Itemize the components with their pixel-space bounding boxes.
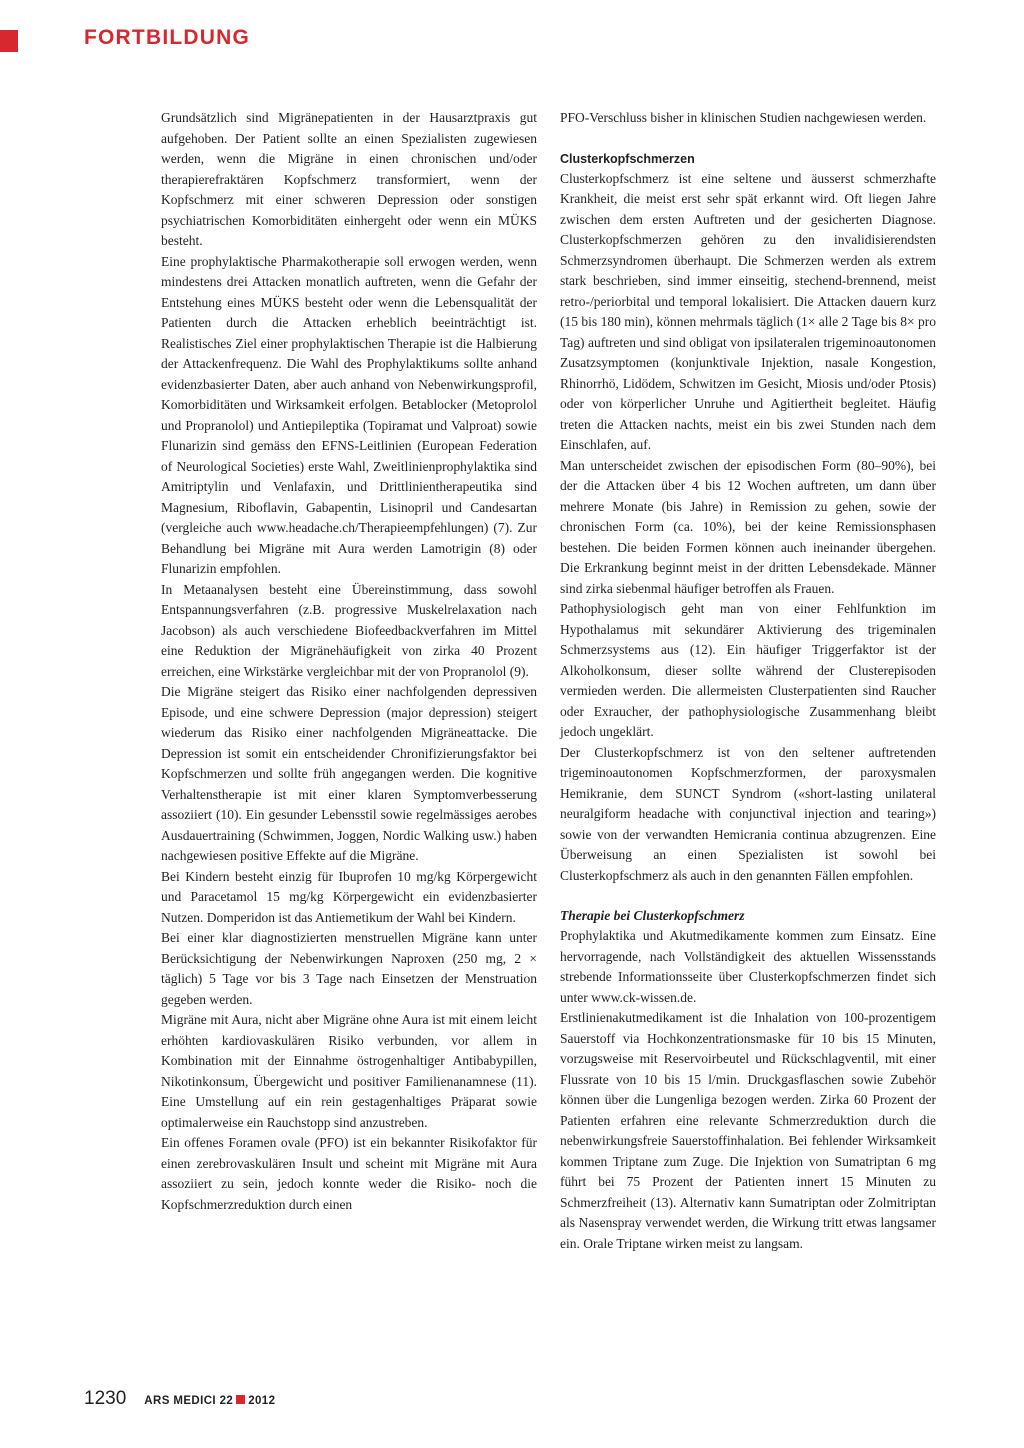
paragraph: Ein offenes Foramen ovale (PFO) ist ein bekannter Risikofaktor für einen zerebrovaskulären Insult und scheint mit Migräne mit Aura assoziiert zu sein, jedoch konnte weder die Risiko- noch die Kopfschmerzreduktion durch einen bbox=[161, 1135, 537, 1212]
spacer bbox=[560, 886, 936, 906]
journal-year: 2012 bbox=[248, 1395, 276, 1407]
square-bullet-icon bbox=[236, 1395, 245, 1404]
section-title: FORTBILDUNG bbox=[84, 26, 251, 49]
journal-info bbox=[144, 1395, 275, 1407]
paragraph: Der Clusterkopfschmerz ist von den seltener auftretenden trigeminoautonomen Kopfschmerzformen, der paroxysmalen Hemikranie, dem SUNCT Syndrom («short-lasting unilateral neuralgiform headache with conjunctival injection and tearing») sowie von der verwandten Hemicrania continua abzugrenzen. Eine Überweisung an einen Spezialisten ist sowohl bei Clusterkopfschmerz als auch in den genannten Fällen empfohlen. bbox=[560, 744, 936, 883]
paragraph: Bei einer klar diagnostizierten menstruellen Migräne kann unter Berücksichtigung der Nebenwirkungen Naproxen (250 mg, 2 × täglich) 5 Tage vor bis 3 Tage nach Einsetzen der Menstruation gegeben werden. bbox=[161, 930, 537, 1007]
paragraph: Bei Kindern besteht einzig für Ibuprofen 10 mg/kg Körpergewicht und Paracetamol 15 mg/kg Körpergewicht ein evidenzbasierter Nutzen. Domperidon ist das Antiemetikum der Wahl bei Kindern. bbox=[161, 868, 537, 925]
paragraph: Prophylaktika und Akutmedikamente kommen zum Einsatz. Eine hervorragende, nach Vollständigkeit des aktuellen Wissensstands strebende Informationsseite über Clusterkopfschmerzen findet sich unter www.ck-wissen.de. bbox=[560, 928, 936, 1005]
paragraph: Pathophysiologisch geht man von einer Fehlfunktion im Hypothalamus mit sekundärer Aktivierung des trigeminalen Schmerzsystems aus (12). Ein häufiger Triggerfaktor ist der Alkoholkonsum, dieser sollte während der Clusterepisoden vermieden werden. Die allermeisten Clusterpatienten sind Raucher oder Exraucher, der pathophysiologische Zusammenhang bleibt jedoch ungeklärt. bbox=[560, 601, 936, 739]
cluster-heading: Clusterkopfschmerzen bbox=[560, 151, 695, 166]
therapy-heading: Therapie bei Clusterkopfschmerz bbox=[560, 908, 745, 923]
paragraph: Clusterkopfschmerz ist eine seltene und äusserst schmerzhafte Krankheit, die meist erst sehr spät erkannt wird. Oft liegen Jahre zwischen dem ersten Auftreten und der gesicherten Diagnose. Clusterkopfschmerzen gehören zu den invalidisierendsten Schmerzsyndromen überhaupt. Die Schmerzen werden als extrem stark beschrieben, sind immer einseitig, stechend-brennend, meist retro-/periorbital und temporal lokalisiert. Die Attacken dauern kurz (15 bis 180 min), können mehrmals täglich (1× alle 2 Tage bis 8× pro Tag) auftreten und sind obligat von ipsilateralen trigeminoautonomen Zusatzsymptomen (konjunktivale Injektion, nasale Kongestion, Rhinorrhö, Lidödem, Schwitzen im Gesicht, Miosis und/oder Ptosis) oder von körperlicher Unruhe und Agitiertheit begleitet. Häufig treten die Attacken nachts, meist ein bis zwei Stunden nach dem Einschlafen, auf. bbox=[560, 170, 936, 452]
paragraph: Grundsätzlich sind Migränepatienten in der Hausarztpraxis gut aufgehoben. Der Patient sollte an einen Spezialisten zugewiesen werden, wenn die Migräne in einen chronischen und/oder therapierefraktären Kopfschmerz transformiert, wenn der Kopfschmerz mit einer schweren Depression oder sonstigen psychiatrischen Komorbiditäten einhergeht oder wenn ein MÜKS besteht. bbox=[161, 110, 537, 248]
paragraph: Man unterscheidet zwischen der episodischen Form (80–90%), bei der die Attacken über 4 bis 12 Wochen auftreten, um dann über mehrere Monate (bis Jahre) in Remission zu gehen, sowie der chronischen Form (ca. 10%), bei der keine Remissionsphasen bestehen. Die beiden Formen können auch ineinander übergehen. Die Erkrankung beginnt meist in der dritten Lebensdekade. Männer sind zirka siebenmal häufiger betroffen als Frauen. bbox=[560, 457, 936, 596]
spacer bbox=[560, 129, 936, 149]
section-color-tab bbox=[0, 30, 18, 52]
journal-name: ARS MEDICI 22 bbox=[144, 1395, 234, 1407]
right-column bbox=[560, 108, 936, 1254]
paragraph: Eine prophylaktische Pharmakotherapie soll erwogen werden, wenn mindestens drei Attacken monatlich auftreten, wenn die Gefahr der Entstehung eines MÜKS besteht oder wenn die Lebensqualität der Patienten durch die Attacken erheblich beeinträchtigt ist. Realistisches Ziel einer prophylaktischen Therapie ist die Halbierung der Attackenfrequenz. Die Wahl des Prophylaktikums sollte anhand evidenzbasierter Daten, aber auch anhand von Nebenwirkungsprofil, Komorbiditäten und Wirksamkeit erfolgen. Betablocker (Metoprolol und Propranolol) und Antiepileptika (Topiramat und Valproat) sowie Flunarizin sind gemäss den EFNS-Leitlinien (European Federation of Neurological Societies) erste Wahl, Zweitlinienprophylaktika sind Amitriptylin und Venlafaxin, und Drittlinientherapeutika sind Magnesium, Riboflavin, Gabapentin, Lisinopril und Candesartan (vergleiche auch www.headache.ch/Therapieempfehlungen) (7). Zur Behandlung bei Migräne mit Aura werden Lamotrigin (8) oder Flunarizin empfohlen. bbox=[161, 253, 537, 576]
paragraph: Migräne mit Aura, nicht aber Migräne ohne Aura ist mit einem leicht erhöhten kardiovaskulären Risiko verbunden, vor allem in Kombination mit der Einnahme östrogenhaltiger Antibabypillen, Nikotinkonsum, Übergewicht und positiver Familienanamnese (11). Eine Umstellung auf ein rein gestagenhaltiges Präparat sowie optimalerweise ein Rauchstopp sind anzustreben. bbox=[161, 1012, 537, 1130]
page-footer bbox=[84, 1388, 275, 1410]
paragraph: PFO-Verschluss bisher in klinischen Studien nachgewiesen werden. bbox=[560, 110, 927, 125]
left-column bbox=[161, 108, 537, 1215]
paragraph: Die Migräne steigert das Risiko einer nachfolgenden depressiven Episode, und eine schwere Depression (major depression) steigert wiederum das Risiko einer nachfolgenden Migräneattacke. Die Depression ist somit ein entscheidender Chronifizierungsfaktor bei Kopfschmerzen und sollte früh angegangen werden. Die kognitive Verhaltenstherapie ist mit einer klaren Symptomverbesserung assoziiert (10). Ein gesunder Lebensstil sowie regelmässiges aerobes Ausdauertraining (Schwimmen, Joggen, Nordic Walking usw.) haben nachgewiesen positive Effekte auf die Migräne. bbox=[161, 684, 537, 863]
paragraph: Erstlinienakutmedikament ist die Inhalation von 100-prozentigem Sauerstoff via Hochkonzentrationsmaske für 10 bis 15 Minuten, vorzugsweise mit Reservoirbeutel und Rückschlagventil, mit einer Flussrate von 10 bis 15 l/min. Druckgasflaschen sowie Zubehör können über die Lungenliga bezogen werden. Zirka 60 Prozent der Patienten erfahren eine relevante Schmerzreduktion durch die nebenwirkungsfreie Sauerstoffinhalation. Bei fehlender Wirksamkeit kommen Triptane zum Zuge. Die Injektion von Sumatriptan 6 mg führt bei 75 Prozent der Patienten innert 15 Minuten zu Schmerzfreiheit (13). Alternativ kann Sumatriptan oder Zolmitriptan als Nasenspray verwendet werden, die Wirkung tritt etwas langsamer ein. Orale Triptane wirken meist zu langsam. bbox=[560, 1010, 936, 1251]
page-number: 1230 bbox=[84, 1388, 127, 1409]
paragraph: In Metaanalysen besteht eine Übereinstimmung, dass sowohl Entspannungsverfahren (z.B. progressive Muskelrelaxation nach Jacobson) als auch verschiedene Biofeedbackverfahren im Mittel eine Reduktion der Migränehäufigkeit von zirka 40 Prozent erreichen, eine Wirkstärke vergleichbar mit der von Propranolol (9). bbox=[161, 581, 537, 679]
